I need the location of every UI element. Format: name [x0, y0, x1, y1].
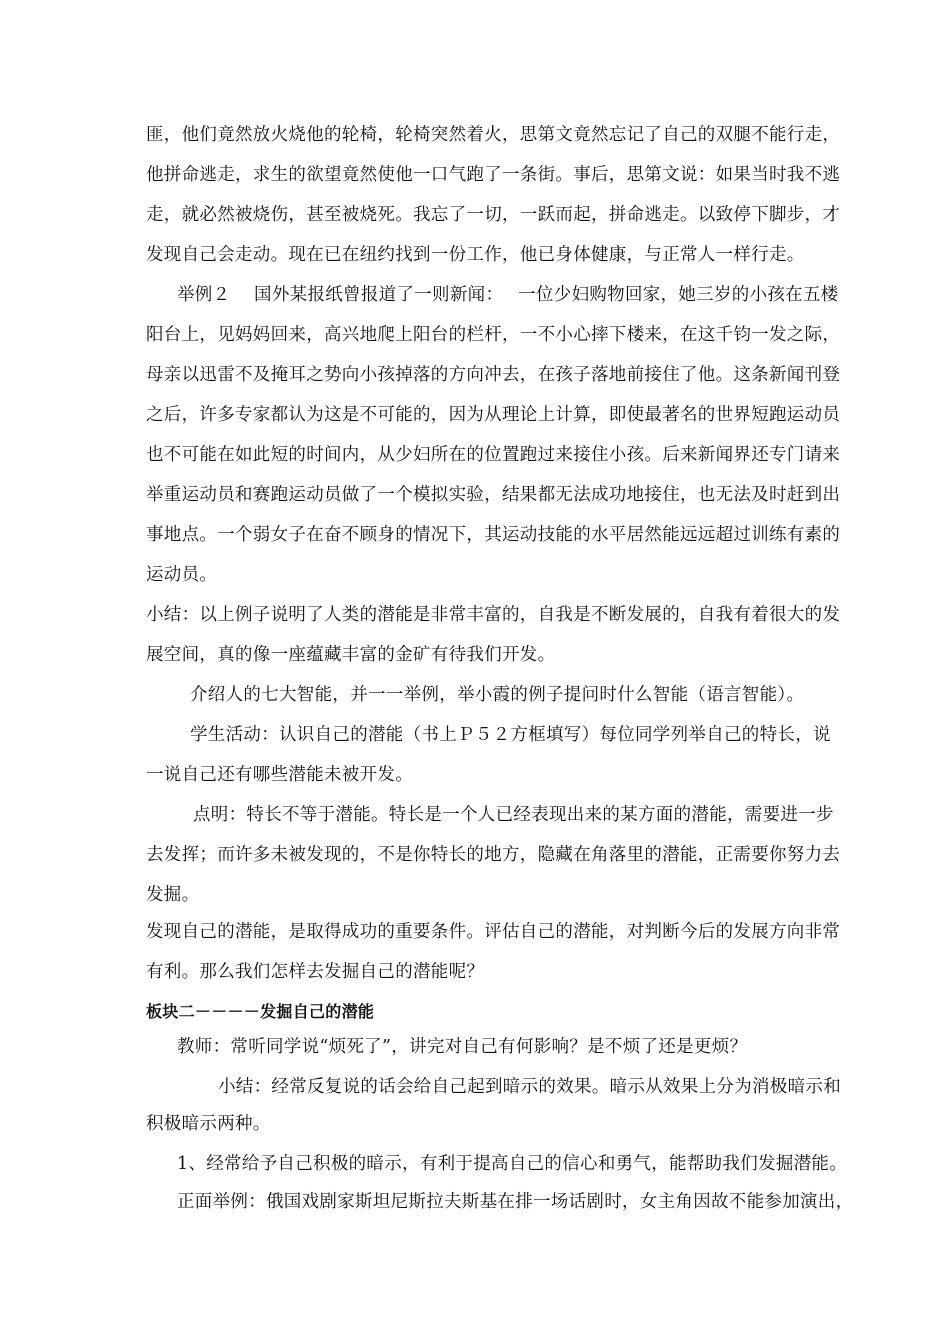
- text-line: 点明：特长不等于潜能。特长是一个人已经表现出来的某方面的潜能，需要进一步: [193, 805, 834, 825]
- text-line: 有利。那么我们怎样去发掘自己的潜能呢？: [146, 962, 485, 982]
- summary-line: 小结：以上例子说明了人类的潜能是非常丰富的，自我是不断发展的，自我有着很大的发: [146, 605, 841, 625]
- text-line: 也不可能在如此短的时间内，从少妇所在的位置跑过来接住小孩。后来新闻界还专门请来: [146, 445, 841, 465]
- text-line: 正面举例：俄国戏剧家斯坦尼斯拉夫斯基在排一场话剧时，女主角因故不能参加演出，: [177, 1192, 854, 1212]
- text-line: 他拼命逃走，求生的欲望竟然使他一口气跑了一条街。事后，思第文说：如果当时我不逃: [146, 165, 841, 185]
- text-line: 发现自己会走动。现在已在纽约找到一份工作，他已身体健康，与正常人一样行走。: [146, 245, 805, 265]
- text-line: 展空间，真的像一座蕴藏丰富的金矿有待我们开发。: [146, 645, 556, 665]
- text-line: 举例２ 国外某报纸曾报道了一则新闻： 一位少妇购物回家，她三岁的小孩在五楼: [177, 285, 839, 305]
- text-line: 匪，他们竟然放火烧他的轮椅，轮椅突然着火，思第文竟然忘记了自己的双腿不能行走，: [146, 125, 841, 145]
- text-line: 阳台上，见妈妈回来，高兴地爬上阳台的栏杆，一不小心摔下楼来，在这千钧一发之际，: [146, 325, 841, 345]
- summary-line: 小结：经常反复说的话会给自己起到暗示的效果。暗示从效果上分为消极暗示和: [218, 1077, 841, 1097]
- text-line: 之后，许多专家都认为这是不可能的，因为从理论上计算，即使最著名的世界短跑运动员: [146, 405, 841, 425]
- text-line: 积极暗示两种。: [146, 1114, 271, 1134]
- text-line: 教师：常听同学说“烦死了”，讲完对自己有何影响？是不烦了还是更烦？: [177, 1037, 748, 1057]
- text-line: 事地点。一个弱女子在奋不顾身的情况下，其运动技能的水平居然能远远超过训练有素的: [146, 525, 841, 545]
- text-line: 发掘。: [146, 885, 200, 905]
- text-line: 学生活动：认识自己的潜能（书上Ｐ５２方框填写）每位同学列举自己的特长，说: [190, 725, 831, 745]
- text-line: 举重运动员和赛跑运动员做了一个模拟实验，结果都无法成功地接住，也无法及时赶到出: [146, 485, 841, 505]
- text-line: 走，就必然被烧伤，甚至被烧死。我忘了一切，一跃而起，拼命逃走。以致停下脚步，才: [146, 205, 841, 225]
- text-line: 介绍人的七大智能，并一一举例，举小霞的例子提问时什么智能（语言智能）。: [190, 685, 805, 705]
- text-line: 1、经常给予自己积极的暗示，有利于提高自己的信心和勇气，能帮助我们发掘潜能。: [177, 1154, 848, 1174]
- text-line: 发现自己的潜能，是取得成功的重要条件。评估自己的潜能，对判断今后的发展方向非常: [146, 922, 841, 942]
- section-heading: 板块二－－－－发掘自己的潜能: [146, 1002, 375, 1021]
- text-line: 母亲以迅雷不及掩耳之势向小孩掉落的方向冲去，在孩子落地前接住了他。这条新闻刊登: [146, 365, 841, 385]
- text-line: 一说自己还有哪些潜能未被开发。: [146, 765, 413, 785]
- text-line: 去发挥；而许多未被发现的，不是你特长的地方，隐藏在角落里的潜能，正需要你努力去: [146, 845, 841, 865]
- text-line: 运动员。: [146, 565, 218, 585]
